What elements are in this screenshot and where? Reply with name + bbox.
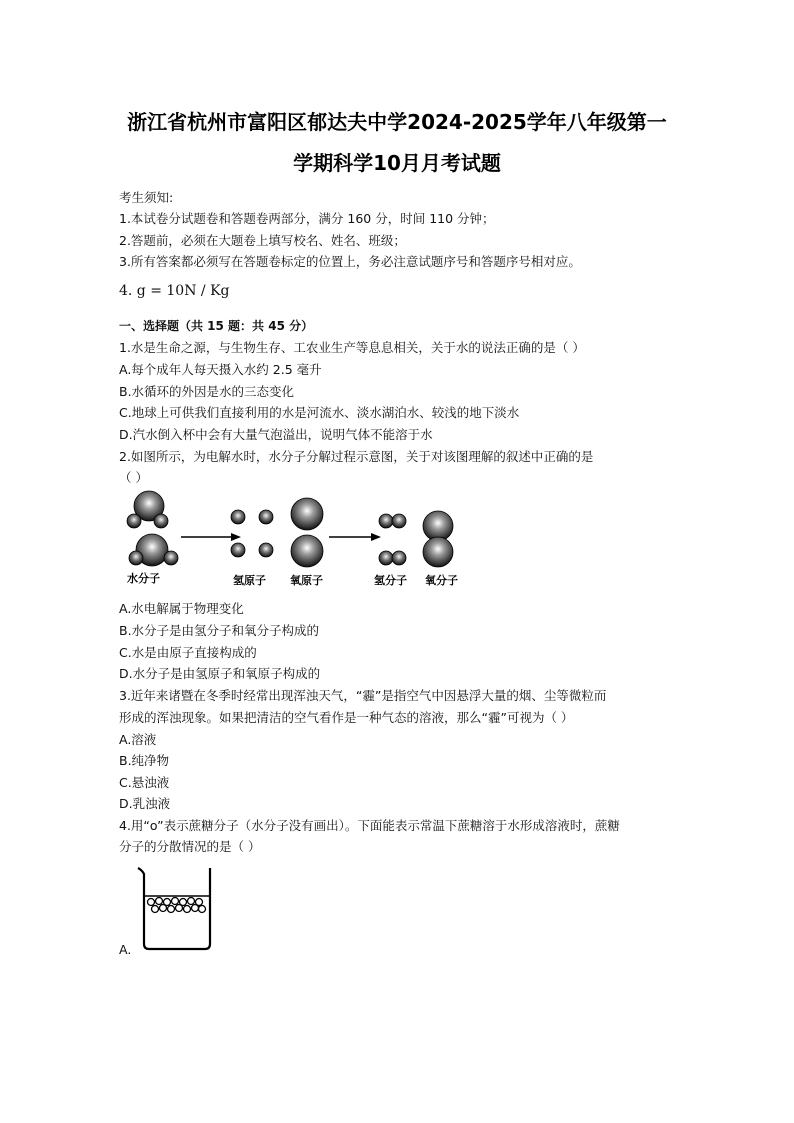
exam-title-line-1: 浙江省杭州市富阳区郁达夫中学2024-2025学年八年级第一 — [127, 110, 667, 134]
question-1-option-d: D.汽水倒入杯中会有大量气泡溢出，说明气体不能溶于水 — [119, 427, 433, 442]
water-molecule-bottom — [129, 534, 178, 566]
question-2-option-c: C.水是由原子直接构成的 — [119, 645, 257, 660]
section-heading: 一、选择题（共 15 题：共 45 分） — [119, 319, 314, 333]
notice-gravity-constant: 4. g = 10N / Kg — [119, 283, 230, 299]
question-4-stem-line-2: 分子的分散情况的是（ ） — [119, 839, 261, 854]
question-4-option-a: A. — [119, 942, 132, 957]
arrow-right-icon — [181, 533, 241, 541]
hydrogen-molecules — [379, 514, 406, 565]
question-1-option-b: B.水循环的外因是水的三态变化 — [119, 384, 295, 399]
arrow-right-icon — [329, 533, 381, 541]
question-3-option-c: C.悬浊液 — [119, 775, 170, 790]
question-3-stem-line-1: 3.近年来诸暨在冬季时经常出现浑浊天气，“霾”是指空气中因悬浮大量的烟、尘等微粒而 — [119, 688, 607, 703]
question-1-option-a: A.每个成年人每天摄入水约 2.5 毫升 — [119, 362, 322, 377]
notice-item-1: 1.本试卷分试题卷和答题卷两部分，满分 160 分，时间 110 分钟； — [119, 211, 495, 226]
question-2-option-b: B.水分子是由氢分子和氧分子构成的 — [119, 623, 320, 638]
label-oxygen-atom: 氧原子 — [290, 574, 323, 587]
water-molecule-top — [127, 491, 168, 528]
question-2-option-a: A.水电解属于物理变化 — [119, 601, 244, 616]
question-4-stem-line-1: 4.用“o”表示蔗糖分子（水分子没有画出）。下面能表示常温下蔗糖溶于水形成溶液时，蔗糖 — [119, 818, 620, 833]
notice-item-3: 3.所有答案都必须写在答题卷标定的位置上，务必注意试题序号和答题序号相对应。 — [119, 254, 581, 269]
oxygen-molecule — [423, 511, 453, 567]
label-hydrogen-molecule: 氢分子 — [374, 574, 407, 587]
beaker-diagram-a — [136, 866, 218, 952]
question-1-stem: 1.水是生命之源，与生物生存、工农业生产等息息相关，关于水的说法正确的是（ ） — [119, 340, 585, 355]
question-2-stem-line-1: 2.如图所示，为电解水时，水分子分解过程示意图，关于对该图理解的叙述中正确的是 — [119, 449, 594, 464]
sugar-molecules — [148, 898, 206, 913]
oxygen-atoms — [291, 498, 323, 567]
water-electrolysis-diagram — [119, 488, 479, 590]
question-3-stem-line-2: 形成的浑浊现象。如果把清洁的空气看作是一种气态的溶液，那么“霾”可视为（ ） — [119, 710, 574, 725]
label-oxygen-molecule: 氧分子 — [425, 574, 458, 587]
question-3-option-b: B.纯净物 — [119, 753, 170, 768]
notice-heading: 考生须知: — [119, 190, 174, 205]
question-3-option-a: A.溶液 — [119, 732, 157, 747]
question-2-option-d: D.水分子是由氢原子和氧原子构成的 — [119, 666, 321, 681]
label-hydrogen-atom: 氢原子 — [233, 574, 266, 587]
label-water-molecule: 水分子 — [127, 572, 160, 585]
notice-item-2: 2.答题前，必须在大题卷上填写校名、姓名、班级； — [119, 233, 406, 248]
question-1-option-c: C.地球上可供我们直接利用的水是河流水、淡水湖泊水、较浅的地下淡水 — [119, 405, 520, 420]
question-3-option-d: D.乳浊液 — [119, 796, 171, 811]
exam-title-line-2: 学期科学10月月考试题 — [293, 151, 501, 175]
hydrogen-atoms — [231, 510, 273, 557]
question-2-stem-line-2: （ ） — [119, 470, 148, 485]
